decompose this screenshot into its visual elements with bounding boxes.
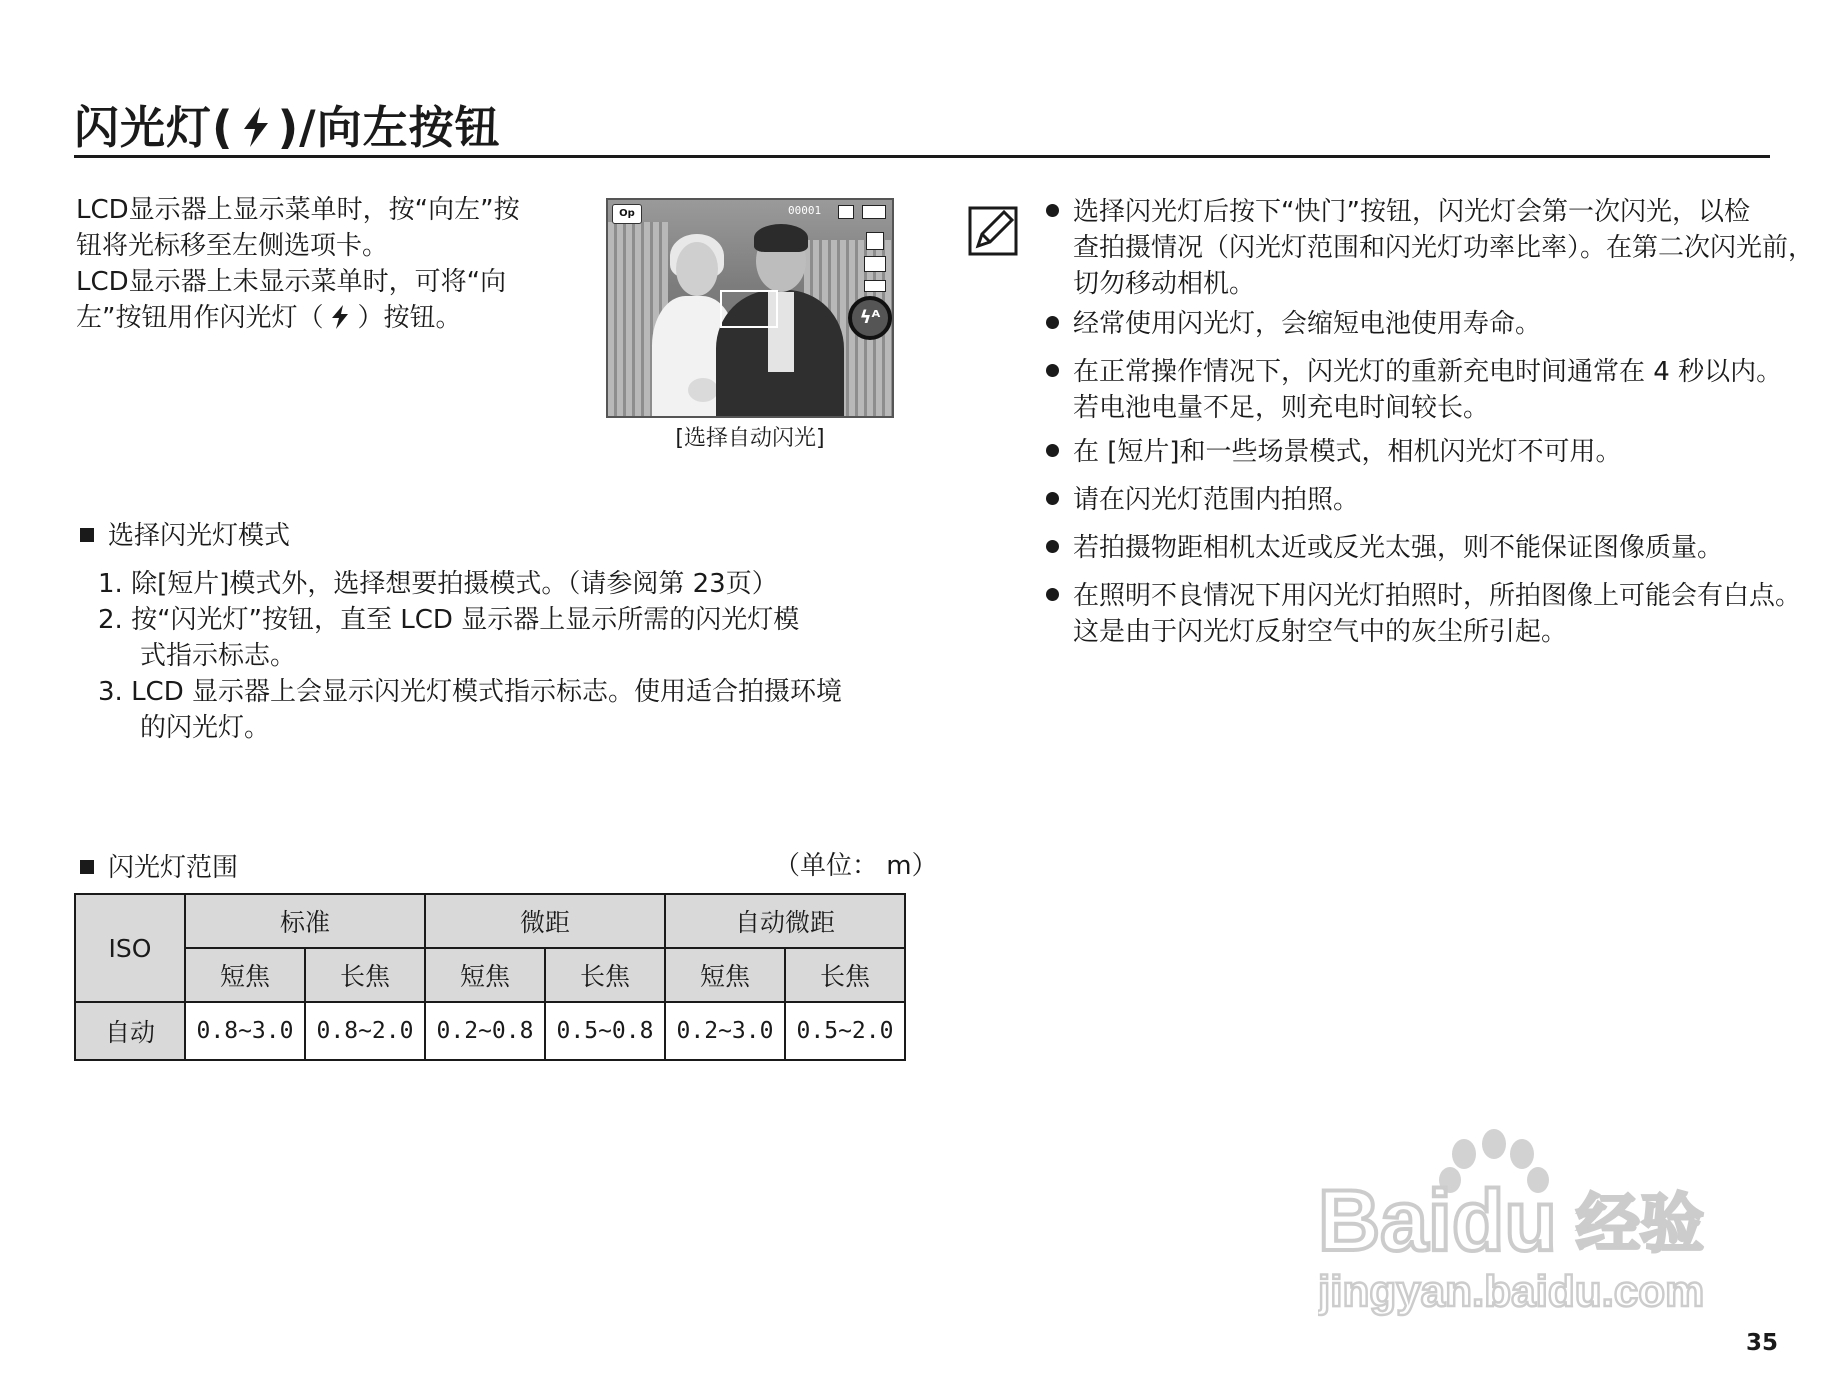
group-header-macro: 微距 xyxy=(425,894,665,948)
flash-range-table xyxy=(74,893,906,1061)
bullet-dot-icon xyxy=(1046,316,1059,329)
note-item-1: 选择闪光灯后按下“快门”按钮，闪光灯会第一次闪光，以检 xyxy=(1046,194,1750,230)
square-bullet-icon xyxy=(80,860,94,874)
square-bullet-icon xyxy=(80,528,94,542)
quality-icon xyxy=(864,256,886,272)
table-cell: 0.5~2.0 xyxy=(785,1002,905,1060)
unit-label: （单位： m） xyxy=(774,851,938,881)
focus-frame xyxy=(720,290,778,328)
note-item-2: 经常使用闪光灯，会缩短电池使用寿命。 xyxy=(1046,306,1541,342)
card-icon xyxy=(838,205,854,219)
shot-counter: 00001 xyxy=(788,204,822,217)
intro-line-4a: 左”按钮用作闪光灯（ xyxy=(76,303,324,333)
metering-icon xyxy=(864,280,886,292)
flash-range-heading: 闪光灯范围 xyxy=(80,850,238,886)
baidu-watermark xyxy=(1318,1128,1758,1328)
title-divider xyxy=(74,155,1770,158)
step-1: 1. 除[短片]模式外，选择想要拍摄模式。（请参阅第 23页） xyxy=(98,569,778,599)
intro-line-3: LCD显示器上未显示菜单时，可将“向 xyxy=(76,267,507,297)
table-cell: 0.5~0.8 xyxy=(545,1002,665,1060)
note-item-1-cont: 查拍摄情况（闪光灯范围和闪光灯功率比率）。在第二次闪光前， xyxy=(1073,233,1815,263)
auto-flash-icon: ϟᴬ xyxy=(848,296,892,340)
battery-icon xyxy=(862,205,886,219)
flash-icon xyxy=(329,304,351,330)
sub-header: 短焦 xyxy=(425,948,545,1002)
step-3-cont: 的闪光灯。 xyxy=(140,713,271,743)
sub-header: 长焦 xyxy=(545,948,665,1002)
table-cell: 0.2~3.0 xyxy=(665,1002,785,1060)
flash-icon xyxy=(238,105,274,149)
bullet-dot-icon xyxy=(1046,540,1059,553)
size-icon xyxy=(866,232,884,250)
bouquet xyxy=(688,378,718,402)
title-prefix: 闪光灯( xyxy=(74,101,234,154)
note-item-6: 若拍摄物距相机太近或反光太强，则不能保证图像质量。 xyxy=(1046,530,1723,566)
lcd-caption: [选择自动闪光] xyxy=(675,426,825,451)
intro-line-4 xyxy=(76,300,462,336)
note-item-1-cont: 切勿移动相机。 xyxy=(1073,269,1256,299)
sub-header: 长焦 xyxy=(785,948,905,1002)
note-item-3: 在正常操作情况下，闪光灯的重新充电时间通常在 4 秒以内。 xyxy=(1046,354,1782,390)
intro-line-2: 钮将光标移至左侧选项卡。 xyxy=(76,231,389,261)
page-title xyxy=(74,98,501,158)
groom-hair xyxy=(754,224,808,252)
flash-mode-heading: 选择闪光灯模式 xyxy=(80,518,290,554)
watermark-brand: Baidu xyxy=(1318,1173,1557,1269)
camera-mode-icon: Op xyxy=(612,204,642,224)
sub-header: 长焦 xyxy=(305,948,425,1002)
note-pencil-icon xyxy=(968,206,1018,256)
bullet-dot-icon xyxy=(1046,204,1059,217)
page-number: 35 xyxy=(1746,1330,1779,1356)
sub-header: 短焦 xyxy=(665,948,785,1002)
table-cell: 0.8~3.0 xyxy=(185,1002,305,1060)
table-cell: 0.8~2.0 xyxy=(305,1002,425,1060)
title-suffix: )/向左按钮 xyxy=(277,101,501,154)
bullet-dot-icon xyxy=(1046,364,1059,377)
table-cell: 0.2~0.8 xyxy=(425,1002,545,1060)
intro-line-1: LCD显示器上显示菜单时，按“向左”按 xyxy=(76,195,520,225)
watermark-url: jingyan.baidu.com xyxy=(1318,1267,1705,1316)
bullet-dot-icon xyxy=(1046,492,1059,505)
step-2: 2. 按“闪光灯”按钮，直至 LCD 显示器上显示所需的闪光灯模 xyxy=(98,605,800,635)
step-3: 3. LCD 显示器上会显示闪光灯模式指示标志。使用适合拍摄环境 xyxy=(98,677,842,707)
note-item-4: 在 [短片]和一些场景模式，相机闪光灯不可用。 xyxy=(1046,434,1622,470)
note-item-3-cont: 若电池电量不足，则充电时间较长。 xyxy=(1073,393,1490,423)
group-header-auto-macro: 自动微距 xyxy=(665,894,905,948)
intro-line-4b: ）按钮。 xyxy=(357,303,462,333)
note-item-5: 请在闪光灯范围内拍照。 xyxy=(1046,482,1359,518)
group-header-standard: 标准 xyxy=(185,894,425,948)
bullet-dot-icon xyxy=(1046,588,1059,601)
note-item-7: 在照明不良情况下用闪光灯拍照时，所拍图像上可能会有白点。 xyxy=(1046,578,1801,614)
step-2-cont: 式指示标志。 xyxy=(140,641,297,671)
note-item-7-cont: 这是由于闪光灯反射空气中的灰尘所引起。 xyxy=(1073,617,1568,647)
sub-header: 短焦 xyxy=(185,948,305,1002)
bride-face xyxy=(676,242,718,296)
table-row xyxy=(75,1002,905,1060)
row-label: 自动 xyxy=(75,1002,185,1060)
bullet-dot-icon xyxy=(1046,444,1059,457)
lcd-screenshot xyxy=(606,198,894,418)
iso-header: ISO xyxy=(75,894,185,1002)
watermark-brand-cn: 经验 xyxy=(1576,1188,1704,1262)
